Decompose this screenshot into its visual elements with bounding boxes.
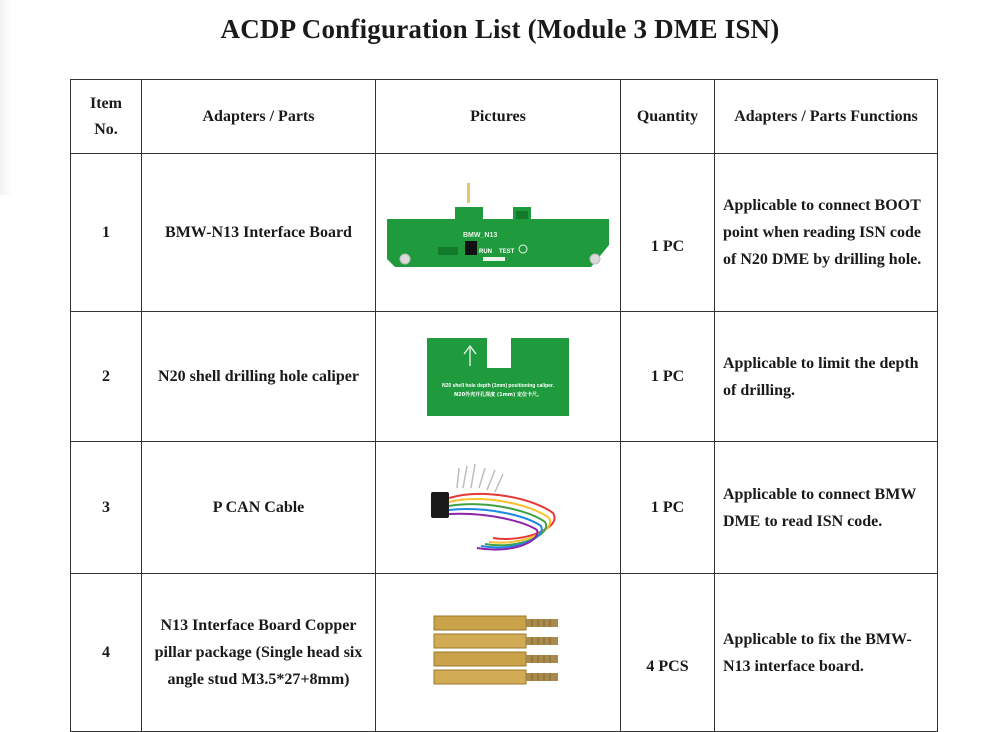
svg-text:BMW_N13: BMW_N13 <box>463 231 498 239</box>
part-name: N13 Interface Board Copper pillar package (Single head six angle stud M3.5*27+8mm) <box>142 574 376 732</box>
svg-text:TEST: TEST <box>499 248 515 255</box>
table-row <box>71 442 938 574</box>
part-picture <box>376 154 621 312</box>
part-name: P CAN Cable <box>142 442 376 574</box>
quantity: 1 PC <box>621 312 715 442</box>
part-name: BMW-N13 Interface Board <box>142 154 376 312</box>
header-adapters: Adapters / Parts <box>142 80 376 154</box>
header-row <box>71 80 938 154</box>
part-name: N20 shell drilling hole caliper <box>142 312 376 442</box>
svg-text:RUN: RUN <box>479 248 492 255</box>
interface-board-icon <box>383 181 613 285</box>
table-row <box>71 574 938 732</box>
svg-text:N20 shell hole depth (1mm) pos: N20 shell hole depth (1mm) positioning caliper. <box>442 382 554 389</box>
can-cable-icon <box>423 458 573 558</box>
header-pictures: Pictures <box>376 80 621 154</box>
table-row <box>71 312 938 442</box>
part-function: Applicable to connect BMW DME to read ISN code. <box>715 442 938 574</box>
quantity: 1 PC <box>621 154 715 312</box>
item-no: 2 <box>71 312 142 442</box>
quantity: 1 PC <box>621 442 715 574</box>
configuration-table <box>70 79 938 732</box>
header-quantity: Quantity <box>621 80 715 154</box>
table-row <box>71 154 938 312</box>
header-functions: Adapters / Parts Functions <box>715 80 938 154</box>
part-function: Applicable to fix the BMW-N13 interface board. <box>715 574 938 732</box>
header-item-no: Item No. <box>71 80 142 154</box>
part-picture <box>376 442 621 574</box>
part-function: Applicable to limit the depth of drilling. <box>715 312 938 442</box>
quantity: 4 PCS <box>621 574 715 732</box>
item-no: 3 <box>71 442 142 574</box>
part-picture <box>376 312 621 442</box>
part-picture <box>376 574 621 732</box>
part-function: Applicable to connect BOOT point when reading ISN code of N20 DME by drilling hole. <box>715 154 938 312</box>
caliper-board-icon <box>423 334 573 420</box>
item-no: 1 <box>71 154 142 312</box>
page-title: ACDP Configuration List (Module 3 DME ISN) <box>220 14 780 44</box>
item-no: 4 <box>71 574 142 732</box>
svg-text:N20外壳开孔深度 (1mm) 定位卡尺。: N20外壳开孔深度 (1mm) 定位卡尺。 <box>453 391 543 398</box>
copper-pillars-icon <box>428 610 568 696</box>
